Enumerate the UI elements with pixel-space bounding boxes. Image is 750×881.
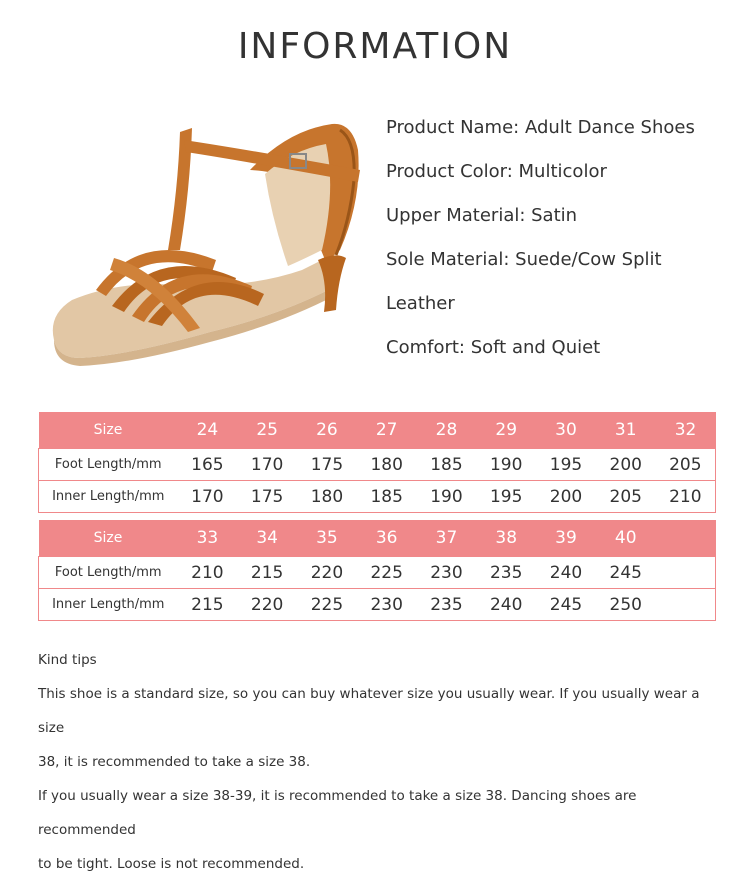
- dance-shoe-image: [40, 110, 380, 380]
- inner-length-cell: 225: [297, 589, 357, 621]
- tips-line: to be tight. Loose is not recommended.: [38, 856, 305, 872]
- size-cell: 39: [536, 520, 596, 557]
- size-cell: 37: [417, 520, 477, 557]
- foot-length-cell: 210: [178, 557, 238, 589]
- size-label: Size: [39, 520, 178, 557]
- inner-length-cell: 230: [357, 589, 417, 621]
- inner-length-cell: 200: [536, 481, 596, 513]
- foot-length-cell: 205: [656, 449, 716, 481]
- comfort: Comfort: Soft and Quiet: [386, 337, 601, 358]
- inner-length-cell: 190: [417, 481, 477, 513]
- size-row: [39, 520, 716, 557]
- size-row: [39, 412, 716, 449]
- inner-length-cell: 240: [476, 589, 536, 621]
- size-cell: 26: [297, 412, 357, 449]
- inner-length-cell: 175: [237, 481, 297, 513]
- sole-material: Sole Material: Suede/Cow Split: [386, 249, 662, 270]
- size-cell: [656, 520, 716, 557]
- foot-length-cell: 185: [417, 449, 477, 481]
- foot-length-label: Foot Length/mm: [39, 449, 178, 481]
- sole-material-continued: Leather: [386, 293, 455, 314]
- inner-length-cell: 235: [417, 589, 477, 621]
- foot-length-row: [39, 557, 716, 589]
- size-cell: 40: [596, 520, 656, 557]
- tips-line: 38, it is recommended to take a size 38.: [38, 754, 311, 770]
- foot-length-cell: 200: [596, 449, 656, 481]
- size-table-1: [38, 412, 716, 513]
- tips-heading: Kind tips: [38, 652, 97, 668]
- foot-length-cell: 240: [536, 557, 596, 589]
- size-table-2: [38, 520, 716, 621]
- foot-length-cell: 165: [178, 449, 238, 481]
- inner-length-cell: 180: [297, 481, 357, 513]
- foot-length-cell: 195: [536, 449, 596, 481]
- foot-length-cell: 220: [297, 557, 357, 589]
- foot-length-cell: 170: [237, 449, 297, 481]
- size-cell: 32: [656, 412, 716, 449]
- inner-length-label: Inner Length/mm: [39, 481, 178, 513]
- product-name: Product Name: Adult Dance Shoes: [386, 117, 695, 138]
- inner-length-label: Inner Length/mm: [39, 589, 178, 621]
- foot-length-cell: 190: [476, 449, 536, 481]
- size-cell: 28: [417, 412, 477, 449]
- size-cell: 33: [178, 520, 238, 557]
- foot-length-cell: 175: [297, 449, 357, 481]
- size-cell: 35: [297, 520, 357, 557]
- size-label: Size: [39, 412, 178, 449]
- inner-length-cell: 245: [536, 589, 596, 621]
- upper-material: Upper Material: Satin: [386, 205, 578, 226]
- inner-length-cell: 250: [596, 589, 656, 621]
- inner-length-cell: 205: [596, 481, 656, 513]
- size-cell: 29: [476, 412, 536, 449]
- tips-line: If you usually wear a size 38-39, it is recommended to take a size 38. Dancing shoes are recommended: [38, 788, 637, 838]
- size-cell: 30: [536, 412, 596, 449]
- size-cell: 31: [596, 412, 656, 449]
- inner-length-row: [39, 481, 716, 513]
- foot-length-cell: 235: [476, 557, 536, 589]
- foot-length-cell: 225: [357, 557, 417, 589]
- size-cell: 24: [178, 412, 238, 449]
- size-cell: 27: [357, 412, 417, 449]
- size-cell: 34: [237, 520, 297, 557]
- inner-length-cell: [656, 589, 716, 621]
- inner-length-cell: 185: [357, 481, 417, 513]
- foot-length-cell: 215: [237, 557, 297, 589]
- foot-length-cell: 180: [357, 449, 417, 481]
- foot-length-row: [39, 449, 716, 481]
- kind-tips: [38, 643, 728, 881]
- size-cell: 25: [237, 412, 297, 449]
- foot-length-label: Foot Length/mm: [39, 557, 178, 589]
- foot-length-cell: 245: [596, 557, 656, 589]
- foot-length-cell: 230: [417, 557, 477, 589]
- size-cell: 38: [476, 520, 536, 557]
- inner-length-row: [39, 589, 716, 621]
- foot-length-cell: [656, 557, 716, 589]
- inner-length-cell: 195: [476, 481, 536, 513]
- inner-length-cell: 170: [178, 481, 238, 513]
- page-title: INFORMATION: [237, 26, 513, 67]
- product-color: Product Color: Multicolor: [386, 161, 607, 182]
- size-cell: 36: [357, 520, 417, 557]
- inner-length-cell: 210: [656, 481, 716, 513]
- inner-length-cell: 215: [178, 589, 238, 621]
- inner-length-cell: 220: [237, 589, 297, 621]
- tips-line: This shoe is a standard size, so you can buy whatever size you usually wear. If you usually wear a size: [38, 686, 700, 736]
- product-info: [386, 106, 731, 370]
